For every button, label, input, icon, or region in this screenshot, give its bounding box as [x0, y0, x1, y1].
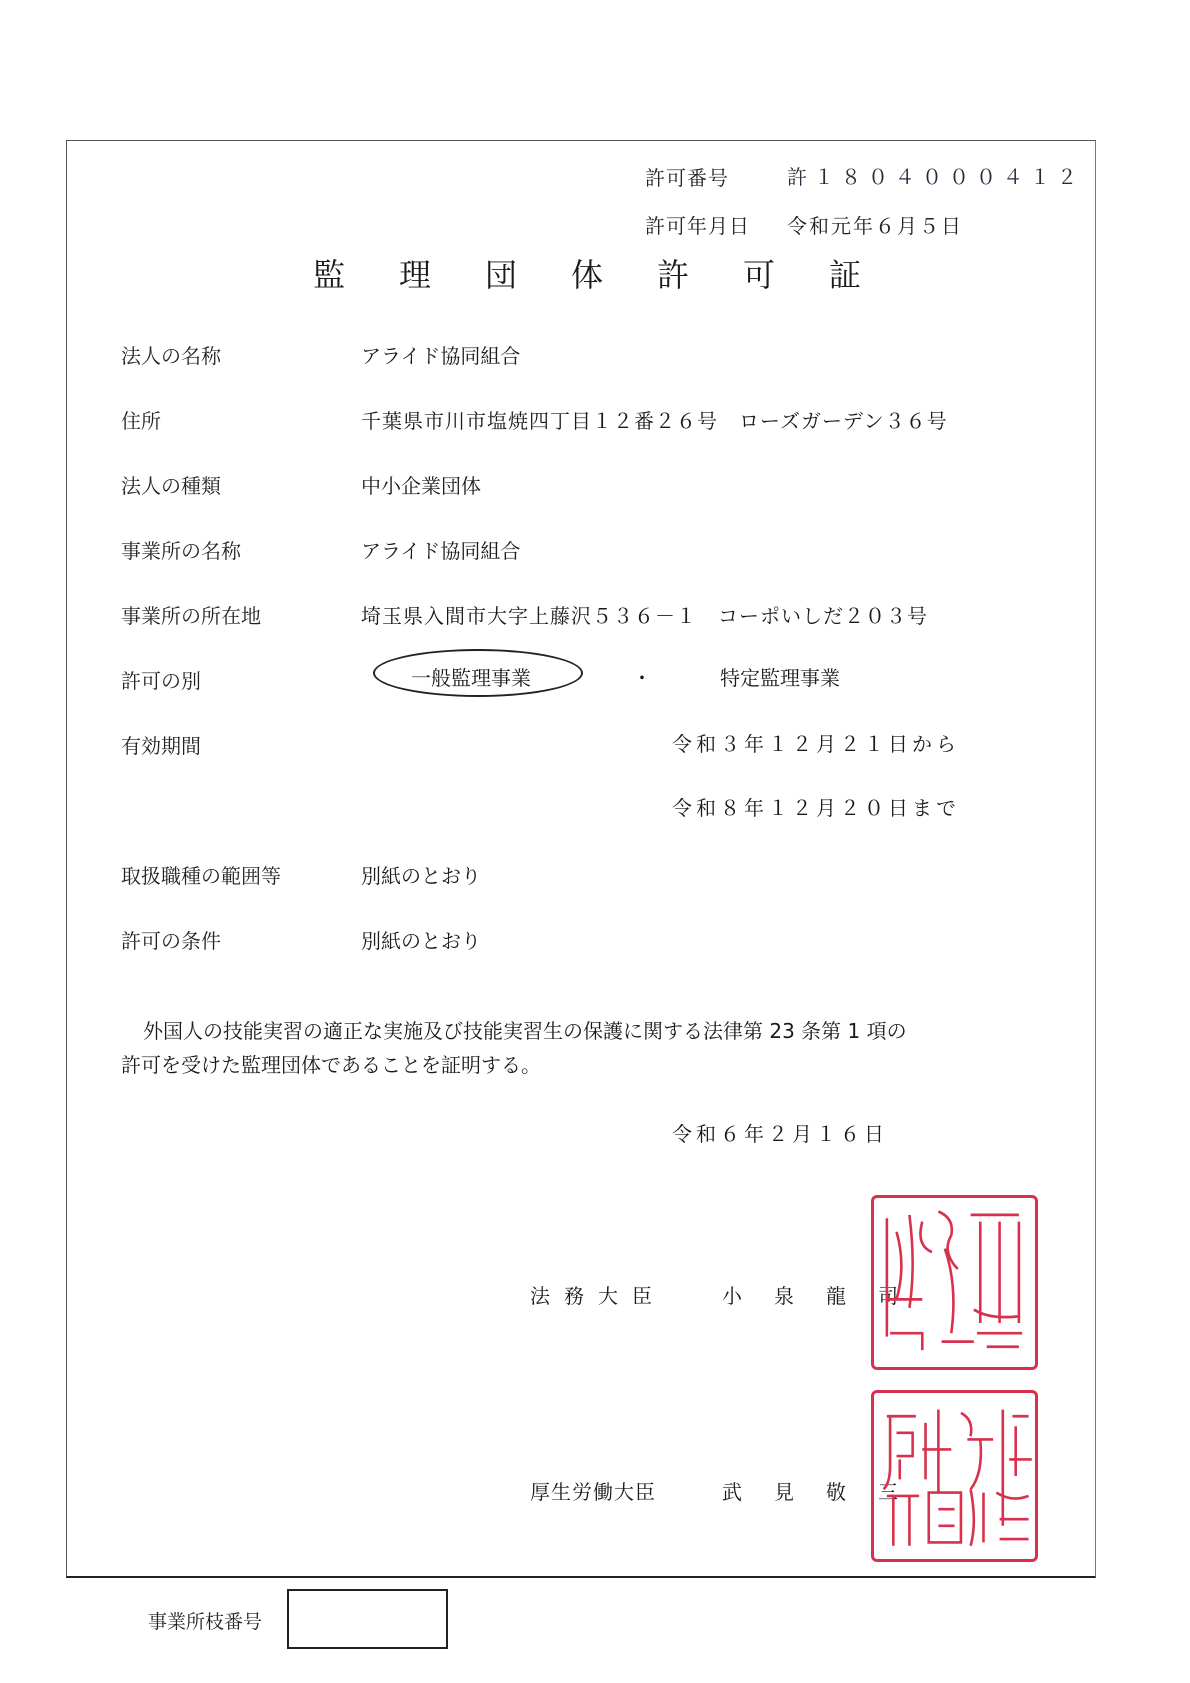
certification-text [121, 1014, 907, 1082]
branch-number-label: 事業所枝番号 [148, 1611, 263, 1633]
permit-type-separator: ・ [632, 666, 652, 690]
address-label: 住所 [121, 409, 161, 433]
permit-type-selected: 一般監理事業 [411, 666, 531, 690]
title-char: 監 [313, 256, 346, 294]
corporation-name-value: アライド協同組合 [361, 344, 521, 368]
signatory-1-name: 小泉龍司 [722, 1284, 930, 1308]
office-name-label: 事業所の名称 [121, 539, 241, 563]
minister-of-health-seal [871, 1390, 1038, 1562]
address-value: 千葉県市川市塩焼四丁目１２番２６号 ローズガーデン３６号 [361, 409, 948, 433]
signatory-1-title: 法務大臣 [530, 1284, 666, 1308]
seal-icon [874, 1393, 1035, 1559]
seal-icon [874, 1198, 1035, 1367]
permit-type-label: 許可の別 [121, 669, 201, 693]
title-char: 可 [743, 256, 776, 294]
office-location-value: 埼玉県入間市大字上藤沢５３６－１ コーポいしだ２０３号 [361, 604, 928, 628]
permit-date-value: 令和元年６月５日 [787, 214, 963, 238]
title-char: 証 [829, 256, 862, 294]
office-name-value: アライド協同組合 [361, 539, 521, 563]
permit-number-label: 許可番号 [645, 166, 729, 190]
corporation-name-label: 法人の名称 [121, 344, 221, 368]
branch-number-box [287, 1589, 448, 1649]
permit-date-label: 許可年月日 [645, 214, 750, 238]
certification-line-1: 外国人の技能実習の適正な実施及び技能実習生の保護に関する法律第 23 条第 1 項の [143, 1019, 907, 1043]
certification-line-2: 許可を受けた監理団体であることを証明する。 [121, 1053, 541, 1077]
office-location-label: 事業所の所在地 [121, 604, 261, 628]
validity-label: 有効期間 [121, 734, 201, 758]
validity-from: 令和３年１２月２１日から [672, 732, 960, 756]
issue-date: 令和６年２月１６日 [672, 1122, 888, 1146]
minister-of-justice-seal [871, 1195, 1038, 1370]
title-char: 団 [485, 256, 518, 294]
signatory-2-name: 武見敬三 [722, 1480, 930, 1504]
job-scope-label: 取扱職種の範囲等 [121, 864, 281, 888]
title-char: 許 [657, 256, 690, 294]
title-char: 理 [399, 256, 432, 294]
signatory-2-title: 厚生労働大臣 [530, 1480, 656, 1504]
conditions-value: 別紙のとおり [361, 929, 481, 953]
permit-number-value: 許１８０４０００４１２ [787, 165, 1084, 189]
validity-to: 令和８年１２月２０日まで [672, 796, 960, 820]
corporation-type-label: 法人の種類 [121, 474, 221, 498]
document-title [313, 250, 915, 296]
corporation-type-value: 中小企業団体 [361, 474, 481, 498]
title-char: 体 [571, 256, 604, 294]
job-scope-value: 別紙のとおり [361, 864, 481, 888]
conditions-label: 許可の条件 [121, 929, 221, 953]
permit-type-other: 特定監理事業 [720, 666, 840, 690]
